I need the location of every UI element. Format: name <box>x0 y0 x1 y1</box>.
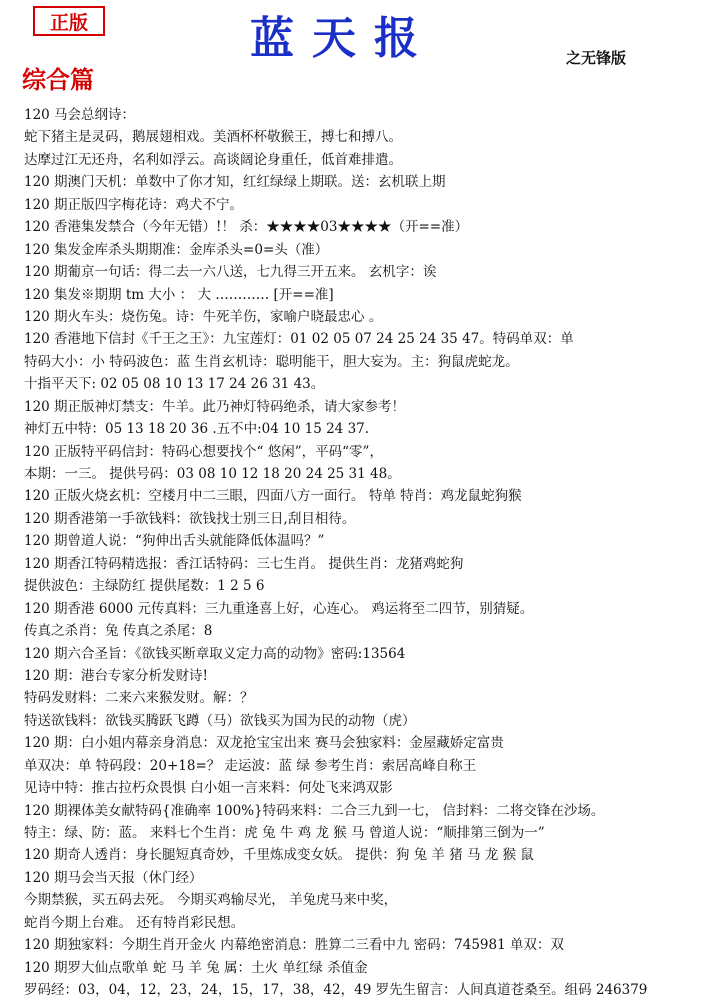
text-line: 120 期香港第一手欲钱料：欲钱找士别三日,刮目相待。 <box>24 510 356 527</box>
text-line: 今期禁猴，买五码去死。 今期买鸡输尽光， 羊兔虎马来中奖， <box>24 892 398 909</box>
text-line: 120 香港集发禁合（今年无错）!！ 杀：★★★★03★★★★（开==准） <box>24 219 469 236</box>
text-line: 特码大小：小 特码波色：蓝 生肖玄机诗：聪明能干，胆大妄为。主：狗鼠虎蛇龙。 <box>24 353 519 370</box>
text-line: 120 期罗大仙点歌单 蛇 马 羊 兔 属：土火 单红绿 杀值金 <box>24 959 368 976</box>
text-line: 120 期独家料：今期生肖开金火 内幕绝密消息：胜算二三看中九 密码：745981 单双：双 <box>24 937 564 954</box>
text-line: 蛇肖今期上台难。 还有特肖彩民想。 <box>24 914 245 931</box>
text-line: 单双决：单 特码段：20+18=？ 走运波：蓝 绿 参考生肖：索居高峰自称王 <box>24 757 477 774</box>
text-line: 提供波色：主绿防红 提供尾数：1 2 5 6 <box>24 578 265 595</box>
text-line: 本期：一三。 提供号码：03 08 10 12 18 20 24 25 31 48。 <box>24 466 401 482</box>
text-line: 罗码经：03，04，12，23，24，15，17，38，42，49 罗先生留言：人间真道苍桑至。组码 246379 <box>24 982 648 999</box>
text-line: 120 期火车头：烧伤兔。诗：牛死羊伤，家喻户晓最忠心 。 <box>24 308 383 325</box>
text-line: 120 期正版四字梅花诗：鸡犬不宁。 <box>24 196 244 213</box>
text-line: 120 正版特平码信封：特码心想要找个“ 悠闲”，平码“零”， <box>24 443 383 460</box>
text-line: 120 期澳门天机：单数中了你才知，红红绿绿上期联。送：玄机联上期 <box>24 174 446 191</box>
text-line: 特送欲钱料：欲钱买腾跃飞蹲（马）欲钱买为国为民的动物（虎） <box>24 712 416 729</box>
text-line: 120 期香江特码精选报：香江话特码：三七生肖。 提供生肖：龙猪鸡蛇狗 <box>24 555 464 572</box>
text-line: 达摩过江无还舟，名利如浮云。高谈阔论身重任，低首难排遣。 <box>24 151 402 168</box>
newspaper-title: 蓝天报 <box>250 13 436 64</box>
text-line: 120 期马会当天报（休门经） <box>24 869 203 886</box>
text-line: 见诗中特：推古拉朽众畏惧 白小姐一言来料：何处飞来鸿双影 <box>24 780 393 797</box>
text-line: 120 期裸体美女献特码{准确率 100%}特码来料：二合三九到一七， 信封料：二将交锋在沙场。 <box>24 802 605 819</box>
text-line: 特主：绿、防：蓝。 来料七个生肖：虎 兔 牛 鸡 龙 猴 马 曾道人说：“顺排第三倒为一” <box>24 825 545 841</box>
text-line: 120 期正版神灯禁支：牛羊。此乃神灯特码绝杀，请大家参考！ <box>24 398 406 415</box>
genuine-badge: 正版 <box>33 6 105 36</box>
section-heading: 综合篇 <box>22 66 94 94</box>
text-line: 120 集发金库杀头期期准：金库杀头=0=头（准） <box>24 241 329 258</box>
text-line: 120 正版火烧玄机：空楼月中二三眼，四面八方一面行。 特单 特肖：鸡龙鼠蛇狗猴 <box>24 488 522 505</box>
text-line: 120 集发※期期 tm 大小 ： 大 ………… [开==准] <box>24 286 334 303</box>
text-line: 十指平天下: 02 05 08 10 13 17 24 26 31 43。 <box>24 376 325 393</box>
text-line: 120 期奇人透肖：身长腿短真奇妙，千里炼成变女妖。 提供：狗 兔 羊 猪 马 龙 猴 鼠 <box>24 847 534 864</box>
edition-label: 之无锋版 <box>566 49 627 67</box>
text-line: 120 期：白小姐内幕亲身消息：双龙抢宝宝出来 赛马会独家料：金屋藏娇定富贵 <box>24 735 504 752</box>
text-line: 特码发财料：二来六来猴发财。解：？ <box>24 690 254 707</box>
text-line: 120 期曾道人说：“狗伸出舌头就能降低体温吗？” <box>24 533 325 550</box>
text-line: 神灯五中特：05 13 18 20 36 .五不中:04 10 15 24 37. <box>24 421 370 438</box>
text-line: 120 期葡京一句话：得二去一六八送，七九得三开五来。 玄机字：诶 <box>24 264 437 281</box>
text-line: 传真之杀肖：兔 传真之杀尾：8 <box>24 623 213 640</box>
text-line: 120 期六合圣旨：《欲钱买断章取义定力高的动物》密码:13564 <box>24 645 406 662</box>
text-line: 蛇下猪主是灵码，鹅展翅相戏。美酒杯杯敬猴王，搏七和搏八。 <box>24 129 402 146</box>
text-line: 120 期香港 6000 元传真料：三九重逢喜上好，心连心。 鸡运将至二四节，别猜疑。 <box>24 600 534 617</box>
text-line: 120 期：港台专家分析发财诗! <box>24 667 208 684</box>
content-body <box>24 104 714 1002</box>
text-line: 120 马会总纲诗： <box>24 107 136 123</box>
text-line: 120 香港地下信封《千王之王》：九宝莲灯：01 02 05 07 24 25 24 35 47。特码单双：单 <box>24 331 574 348</box>
